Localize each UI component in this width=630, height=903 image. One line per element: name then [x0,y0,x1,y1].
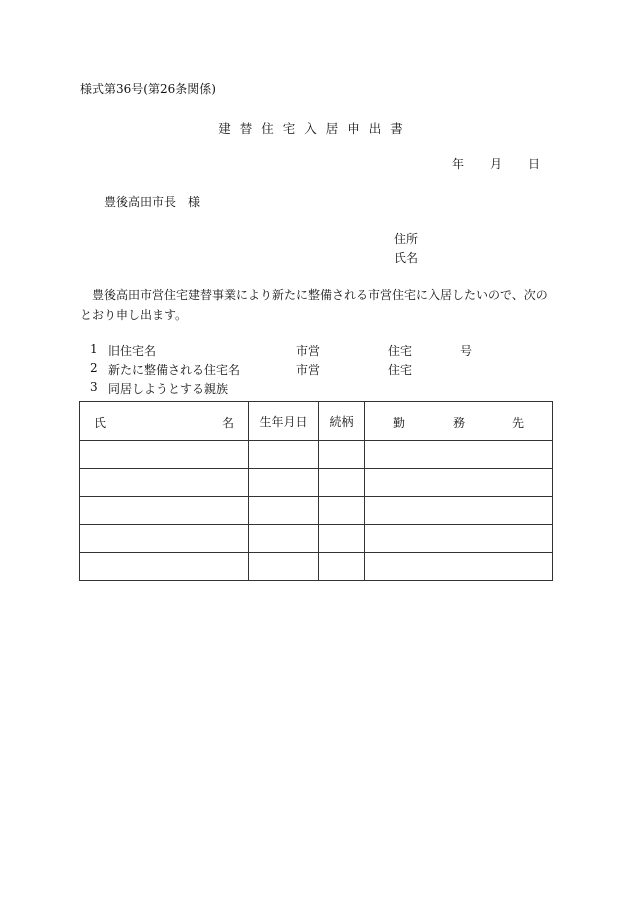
relationship-cell[interactable] [319,525,365,553]
birthdate-cell[interactable] [249,469,319,497]
relationship-cell[interactable] [319,553,365,581]
item-2-municipal: 市営 [296,363,321,377]
birthdate-cell[interactable] [249,497,319,525]
item-3-label: 同居しようとする親族 [108,382,229,396]
header-relationship: 続柄 [319,402,365,441]
name-cell[interactable] [80,553,249,581]
name-label: 氏名 [394,251,419,265]
table-row [80,553,553,581]
header-name [80,402,249,441]
header-workplace-1: 勤 [393,416,406,430]
workplace-cell[interactable] [365,497,553,525]
item-2-label: 新たに整備される住宅名 [108,363,241,377]
header-workplace-3: 先 [512,416,525,430]
item-1-municipal: 市営 [296,344,321,358]
family-table [79,401,553,581]
item-1-unit: 号 [460,344,473,358]
item-1-housing: 住宅 [388,344,413,358]
item-1-number: 1 [90,342,98,356]
table-row [80,441,553,469]
name-cell[interactable] [80,525,249,553]
workplace-cell[interactable] [365,469,553,497]
birthdate-cell[interactable] [249,441,319,469]
item-1-label: 旧住宅名 [108,344,157,358]
form-number: 様式第36号(第26条関係) [80,82,216,96]
header-birthdate: 生年月日 [249,402,319,441]
table-header-row [80,402,553,441]
document-title: 建替住宅入居申出書 [218,121,412,136]
date-line [452,155,540,172]
addressee: 豊後高田市長 様 [104,195,201,209]
table-row [80,497,553,525]
header-name-right: 名 [221,416,234,430]
name-cell[interactable] [80,497,249,525]
date-year-label: 年 [452,157,465,171]
workplace-cell[interactable] [365,525,553,553]
relationship-cell[interactable] [319,441,365,469]
header-workplace-2: 務 [453,416,466,430]
body-text: 豊後高田市営住宅建替事業により新たに整備される市営住宅に入居したいので、次のとおり申し出ます。 [80,288,548,322]
item-2-housing: 住宅 [388,363,413,377]
date-day-label: 日 [528,157,541,171]
item-2-number: 2 [90,361,98,375]
address-label: 住所 [394,232,419,246]
name-cell[interactable] [80,441,249,469]
relationship-cell[interactable] [319,469,365,497]
name-cell[interactable] [80,469,249,497]
workplace-cell[interactable] [365,441,553,469]
date-month-label: 月 [490,157,503,171]
table-row [80,525,553,553]
header-workplace [365,402,553,441]
workplace-cell[interactable] [365,553,553,581]
header-name-left: 氏 [94,416,107,430]
birthdate-cell[interactable] [249,525,319,553]
item-3-number: 3 [90,380,98,394]
table-row [80,469,553,497]
birthdate-cell[interactable] [249,553,319,581]
relationship-cell[interactable] [319,497,365,525]
